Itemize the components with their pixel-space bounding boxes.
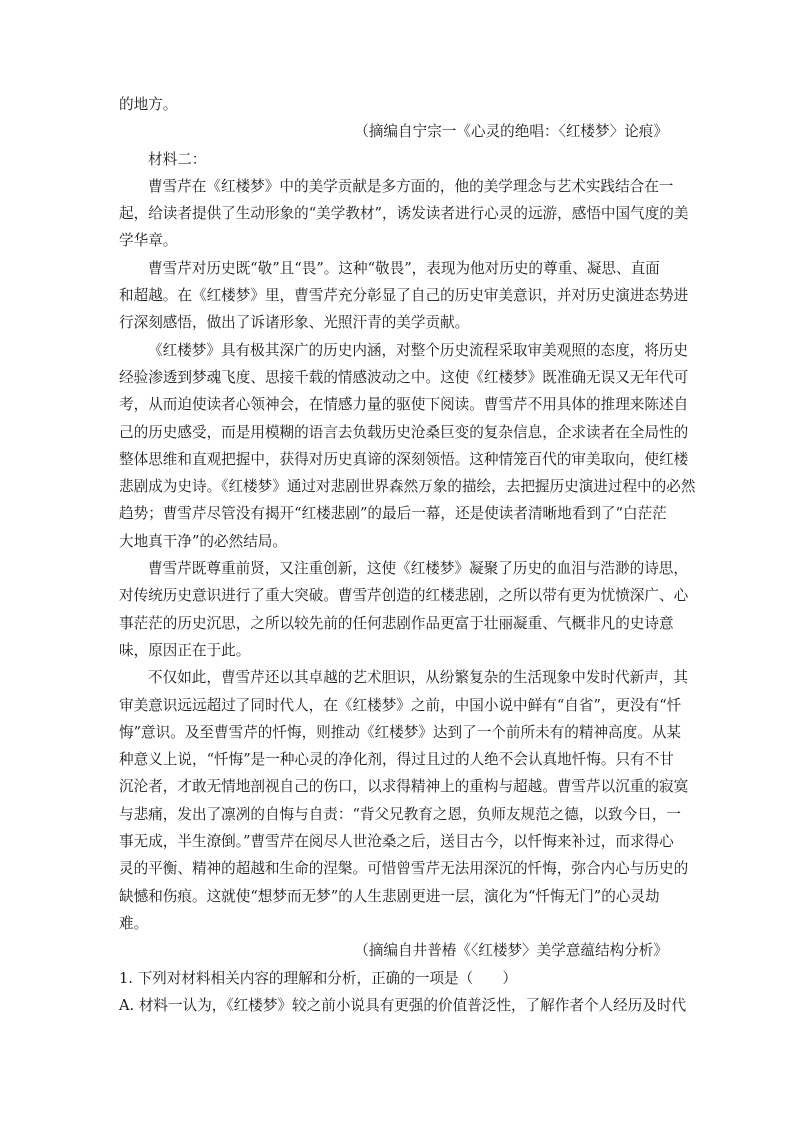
text-line: 经验渗透到梦魂飞度、思接千载的情感波动之中。这使《红楼梦》既准确无误又无年代可 xyxy=(119,368,689,386)
text-line: 《红楼梦》具有极其深广的历史内涵，对整个历史流程采取审美观照的态度，将历史 xyxy=(148,341,688,359)
text-line: 大地真干净”的必然结局。 xyxy=(119,532,287,550)
text-line: 曹雪芹在《红楼梦》中的美学贡献是多方面的，他的美学理念与艺术实践结合在一 xyxy=(148,177,674,195)
text-line: 事无成，半生潦倒。”曹雪芹在阅尽人世沧桑之后，送目古今，以忏悔来补过，而求得心 xyxy=(119,833,674,851)
text-line: 学华章。 xyxy=(119,232,178,250)
text-line: 悲剧成为史诗。《红楼梦》通过对悲剧世界森然万象的描绘，去把握历史演进过程中的必然 xyxy=(119,478,696,496)
paragraph xyxy=(119,337,696,555)
text-line: 整体思维和直观把握中，获得对历史真谛的深刻领悟。这种情笼百代的审美取向，使红楼 xyxy=(119,450,689,468)
paragraph xyxy=(119,255,689,337)
text-line: 对传统历史意识进行了重大突破。曹雪芹创造的红楼悲剧，之所以带有更为忧愤深广、心 xyxy=(119,587,689,605)
source-citation: （摘编自宁宗一《心灵的绝唱：〈红楼梦〉论痕》 xyxy=(354,123,668,141)
text-line: 起，给读者提供了生动形象的“美学教材”，诱发读者进行心灵的远游，感悟中国气度的美 xyxy=(119,205,689,223)
text-line: 趋势；曹雪芹尽管没有揭开“红楼悲剧”的最后一幕，还是使读者清晰地看到了“白茫茫 xyxy=(119,505,667,523)
text-line: 审美意识远远超过了同时代人，在《红楼梦》之前，中国小说中鲜有“自省”，更没有“忏 xyxy=(119,696,682,714)
text-line: 味，原因正在于此。 xyxy=(119,641,251,659)
text-line: 和超越。在《红楼梦》里，曹雪芹充分彰显了自己的历史审美意识，并对历史演进态势进 xyxy=(119,287,689,305)
answer-option-a: A. 材料一认为，《红楼梦》较之前小说具有更强的价值普泛性，了解作者个人经历及时代 xyxy=(119,996,687,1014)
text-line: 曹雪芹对历史既“敬”且“畏”。这种“敬畏”，表现为他对历史的尊重、凝思、直面 xyxy=(148,259,660,277)
section-label: 材料二： xyxy=(148,150,207,168)
text-line: 曹雪芹既尊重前贤，又注重创新，这使《红楼梦》凝聚了历史的血泪与浩渺的诗思， xyxy=(148,560,688,578)
text-line: 沉沦者，才敢无情地剖视自己的伤口，以求得精神上的重构与超越。曹雪芹以沉重的寂寞 xyxy=(119,778,689,796)
text-line: 灵的平衡、精神的超越和生命的涅槃。可惜曾雪芹无法用深沉的忏悔，弥合内心与历史的 xyxy=(119,860,689,878)
text-line: 种意义上说，“忏悔”是一种心灵的净化剂，得过且过的人绝不会认真地忏悔。只有不甘 xyxy=(119,751,674,769)
text-line: 难。 xyxy=(119,914,149,932)
text-line: 不仅如此，曹雪芹还以其卓越的艺术胆识，从纷繁复杂的生活现象中发时代新声，其 xyxy=(148,669,688,687)
text-line: 与悲痛，发出了凛冽的自悔与自责：“背父兄教育之恩，负师友规范之德，以致今日，一 xyxy=(119,805,682,823)
source-citation: （摘编自井普椿《〈红楼梦〉美学意蕴结构分析》 xyxy=(354,942,668,960)
text-line: 缺憾和伤痕。这就使“想梦而无梦”的人生悲剧更进一层，演化为“忏悔无门”的心灵劫 xyxy=(119,887,660,905)
text-line: 行深刻感悟，做出了诉诸形象、光照汗青的美学贡献。 xyxy=(119,314,470,332)
text-line: 考，从而迫使读者心领神会，在情感力量的驱使下阅读。曹雪芹不用具体的推理来陈述自 xyxy=(119,396,689,414)
paragraph xyxy=(119,664,689,937)
text-line: 事茫茫的历史沉思，之所以较先前的任何悲剧作品更富于壮丽凝重、气概非凡的史诗意 xyxy=(119,614,674,632)
text-line: 的地方。 xyxy=(119,96,178,113)
paragraph xyxy=(119,173,689,255)
document-body xyxy=(119,91,696,1019)
text-line: 悔”意识。及至曹雪芹的忏悔，则推动《红楼梦》达到了一个前所未有的精神高度。从某 xyxy=(119,723,682,741)
text-line: 己的历史感受，而是用模糊的语言去负载历史沧桑巨变的复杂信息，企求读者在全局性的 xyxy=(119,423,689,441)
paragraph xyxy=(119,555,689,664)
question-stem: 1. 下列对材料相关内容的理解和分析，正确的一项是（ ） xyxy=(119,969,518,987)
